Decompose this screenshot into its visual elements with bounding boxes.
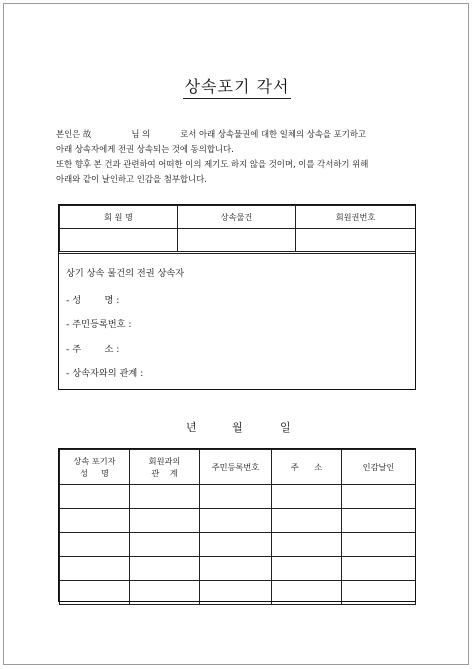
cell-seal[interactable] (342, 509, 416, 533)
cell-resident-number[interactable] (200, 581, 272, 605)
header-member-name: 회 원 명 (60, 206, 178, 229)
paragraph-line-1-part-a: 본인은 故 (56, 129, 92, 139)
heir-address-field[interactable]: - 주 소 : (66, 344, 120, 355)
date-day: 일 (280, 421, 291, 434)
document-title-text: 상속포기 각서 (183, 74, 292, 99)
header-address: 주 소 (272, 450, 342, 485)
paragraph-line-2: 아래 상속자에게 전권 상속되는 것에 동의합니다. (56, 144, 234, 154)
header-waiver-name (60, 450, 130, 485)
cell-waiver-name[interactable] (60, 485, 130, 509)
heir-relation-field[interactable]: - 상속자와의 관계 : (66, 368, 144, 379)
cell-membership-number[interactable] (296, 229, 416, 252)
property-table (59, 205, 416, 252)
paragraph-line-1-part-c: 로서 아래 상속물권에 대한 일체의 상속을 포기하고 (180, 129, 367, 139)
cell-inherited-property[interactable] (178, 229, 296, 252)
header-relation-line2: 관 계 (151, 468, 178, 478)
heir-resident-number-field[interactable]: - 주민등록번호 : (66, 319, 132, 330)
table-row (60, 581, 416, 605)
header-resident-number: 주민등록번호 (200, 450, 272, 485)
paragraph-line-1-part-b: 님 의 (131, 129, 151, 139)
cell-relation[interactable] (130, 581, 200, 605)
cell-seal[interactable] (342, 533, 416, 557)
cell-relation[interactable] (130, 485, 200, 509)
cell-relation[interactable] (130, 533, 200, 557)
document-title (0, 74, 474, 99)
heir-name-field[interactable]: - 성 명 : (66, 295, 120, 306)
property-table-row (60, 229, 416, 252)
cell-resident-number[interactable] (200, 485, 272, 509)
header-membership-number: 회원권번호 (296, 206, 416, 229)
table-row (60, 533, 416, 557)
table-row (60, 557, 416, 581)
header-relation (130, 450, 200, 485)
cell-address[interactable] (272, 533, 342, 557)
header-inherited-property: 상속물건 (178, 206, 296, 229)
header-relation-line1: 회원과의 (148, 456, 181, 466)
cell-resident-number[interactable] (200, 533, 272, 557)
table-row (60, 485, 416, 509)
consent-paragraph (56, 127, 436, 187)
table-row (60, 509, 416, 533)
cell-address[interactable] (272, 557, 342, 581)
cell-address[interactable] (272, 485, 342, 509)
cell-relation[interactable] (130, 509, 200, 533)
date-month: 월 (232, 421, 243, 434)
header-seal: 인감날인 (342, 450, 416, 485)
property-table-header-row (60, 206, 416, 229)
paragraph-line-4: 아래와 같이 날인하고 인감을 첨부합니다. (56, 174, 207, 184)
paragraph-line-3: 또한 향후 본 건과 관련하여 어떠한 이의 제기도 하지 않을 것이며, 이를 각서하기 위해 (56, 159, 369, 169)
header-waiver-name-line1: 상속 포기자 (73, 456, 116, 466)
waiver-signatory-table (59, 449, 416, 605)
cell-seal[interactable] (342, 557, 416, 581)
cell-resident-number[interactable] (200, 557, 272, 581)
cell-address[interactable] (272, 581, 342, 605)
cell-seal[interactable] (342, 485, 416, 509)
cell-waiver-name[interactable] (60, 509, 130, 533)
signatory-table-header-row (60, 450, 416, 485)
cell-waiver-name[interactable] (60, 533, 130, 557)
cell-address[interactable] (272, 509, 342, 533)
cell-member-name[interactable] (60, 229, 178, 252)
paragraph-line-1 (56, 127, 436, 142)
cell-waiver-name[interactable] (60, 557, 130, 581)
cell-relation[interactable] (130, 557, 200, 581)
cell-waiver-name[interactable] (60, 581, 130, 605)
cell-seal[interactable] (342, 581, 416, 605)
header-waiver-name-line2: 성 명 (80, 468, 109, 478)
date-year: 년 (186, 421, 197, 434)
heir-section-title: 상기 상속 물건의 전권 상속자 (66, 268, 185, 279)
cell-resident-number[interactable] (200, 509, 272, 533)
